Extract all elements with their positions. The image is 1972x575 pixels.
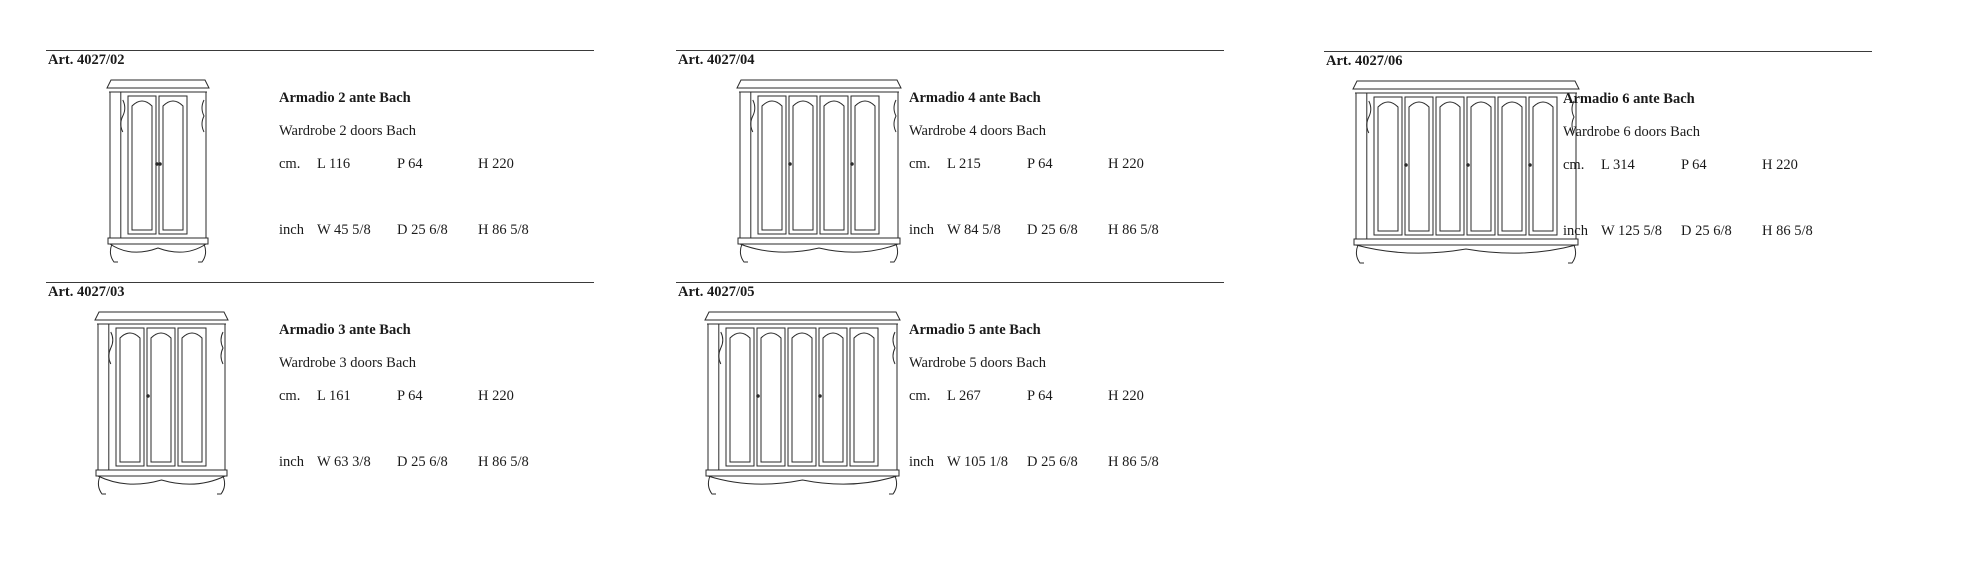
dim-length: L 116 — [317, 156, 351, 172]
door-knob — [789, 163, 792, 166]
product-card-4027-05 — [676, 282, 1224, 507]
unit-label: cm. — [279, 156, 301, 172]
dim-length: L 215 — [947, 156, 981, 172]
unit-label: inch — [909, 222, 934, 238]
wardrobe-drawing-4-doors — [734, 74, 904, 266]
dim-length: L 161 — [317, 388, 351, 404]
crown-moulding — [705, 312, 900, 320]
dim-height: H 86 5/8 — [1762, 223, 1813, 239]
product-name-italian: Armadio 4 ante Bach — [909, 90, 1041, 106]
article-number: Art. 4027/02 — [48, 52, 125, 68]
unit-label: inch — [279, 454, 304, 470]
wardrobe-outline — [705, 312, 900, 494]
side-carving-left — [719, 332, 723, 364]
door-panel — [792, 333, 812, 462]
door-knob — [819, 395, 822, 398]
door-panel — [1502, 102, 1522, 231]
door-panel — [151, 333, 171, 462]
foot-left — [1356, 245, 1364, 263]
dim-depth: D 25 6/8 — [1027, 454, 1078, 470]
wardrobe-outline — [95, 312, 228, 494]
side-carving-left — [751, 100, 755, 132]
product-name-english: Wardrobe 6 doors Bach — [1563, 124, 1700, 140]
article-number: Art. 4027/03 — [48, 284, 125, 300]
base-plinth — [96, 470, 227, 476]
door-panel — [761, 333, 781, 462]
carved-apron — [98, 476, 225, 484]
crown-moulding — [95, 312, 228, 320]
unit-label: inch — [1563, 223, 1588, 239]
wardrobe-outline — [107, 80, 209, 262]
cabinet-body — [708, 324, 897, 470]
dim-height: H 220 — [478, 156, 514, 172]
dim-height: H 86 5/8 — [478, 454, 529, 470]
dim-depth: P 64 — [1681, 157, 1707, 173]
section-rule — [676, 282, 1224, 283]
dim-height: H 220 — [1762, 157, 1798, 173]
product-name-english: Wardrobe 2 doors Bach — [279, 123, 416, 139]
foot-right — [889, 476, 897, 494]
wardrobe-drawing-3-doors — [92, 306, 231, 498]
product-card-4027-03 — [46, 282, 594, 507]
product-card-4027-02 — [46, 50, 594, 275]
dim-height: H 220 — [478, 388, 514, 404]
dim-width: W 105 1/8 — [947, 454, 1008, 470]
side-carving-left — [121, 100, 125, 132]
door-panel — [762, 101, 782, 230]
door-knob — [1405, 164, 1408, 167]
carved-apron — [740, 244, 898, 252]
crown-moulding — [107, 80, 209, 88]
product-name-italian: Armadio 3 ante Bach — [279, 322, 411, 338]
base-plinth — [706, 470, 899, 476]
foot-left — [708, 476, 716, 494]
door-knob — [1467, 164, 1470, 167]
dim-depth: P 64 — [397, 388, 423, 404]
door-panel — [855, 101, 875, 230]
product-name-italian: Armadio 2 ante Bach — [279, 90, 411, 106]
section-rule — [1324, 51, 1872, 52]
dim-depth: P 64 — [1027, 388, 1053, 404]
section-rule — [46, 282, 594, 283]
door-panel — [793, 101, 813, 230]
door-panel — [120, 333, 140, 462]
door-knob — [159, 163, 162, 166]
door-panel — [1409, 102, 1429, 231]
carved-apron — [110, 244, 206, 252]
door-panel — [730, 333, 750, 462]
article-number: Art. 4027/04 — [678, 52, 755, 68]
door-panel — [1378, 102, 1398, 231]
side-carving-right — [221, 332, 223, 364]
base-plinth — [108, 238, 208, 244]
door-knob — [757, 395, 760, 398]
door-panel — [163, 101, 183, 230]
wardrobe-drawing-5-doors — [702, 306, 903, 498]
dim-height: H 220 — [1108, 156, 1144, 172]
dim-height: H 220 — [1108, 388, 1144, 404]
product-name-italian: Armadio 5 ante Bach — [909, 322, 1041, 338]
door-knob — [851, 163, 854, 166]
product-name-english: Wardrobe 4 doors Bach — [909, 123, 1046, 139]
door-panel — [824, 101, 844, 230]
article-number: Art. 4027/06 — [1326, 53, 1403, 69]
unit-label: inch — [279, 222, 304, 238]
cabinet-body — [740, 92, 898, 238]
product-name-italian: Armadio 6 ante Bach — [1563, 91, 1695, 107]
dim-width: W 63 3/8 — [317, 454, 371, 470]
side-carving-left — [1367, 101, 1371, 133]
product-card-4027-06 — [1324, 51, 1872, 276]
dim-width: W 125 5/8 — [1601, 223, 1662, 239]
dim-height: H 86 5/8 — [1108, 454, 1159, 470]
dim-depth: D 25 6/8 — [397, 454, 448, 470]
door-panel — [1471, 102, 1491, 231]
foot-right — [1568, 245, 1576, 263]
dim-length: L 314 — [1601, 157, 1635, 173]
base-plinth — [1354, 239, 1578, 245]
unit-label: inch — [909, 454, 934, 470]
door-panel — [1440, 102, 1460, 231]
wardrobe-outline — [737, 80, 901, 262]
door-knob — [147, 395, 150, 398]
section-rule — [676, 50, 1224, 51]
carved-apron — [1356, 245, 1576, 253]
product-card-4027-04 — [676, 50, 1224, 275]
door-panel — [823, 333, 843, 462]
dim-height: H 86 5/8 — [1108, 222, 1159, 238]
dim-width: W 45 5/8 — [317, 222, 371, 238]
door-panel — [132, 101, 152, 230]
unit-label: cm. — [909, 388, 931, 404]
wardrobe-drawing-6-doors — [1350, 75, 1585, 267]
dim-depth: D 25 6/8 — [1681, 223, 1732, 239]
crown-moulding — [737, 80, 901, 88]
dim-length: L 267 — [947, 388, 981, 404]
section-rule — [46, 50, 594, 51]
crown-moulding — [1353, 81, 1579, 89]
dim-width: W 84 5/8 — [947, 222, 1001, 238]
product-name-english: Wardrobe 3 doors Bach — [279, 355, 416, 371]
wardrobe-drawing-2-doors — [104, 74, 212, 266]
cabinet-body — [1356, 93, 1576, 239]
door-knob — [156, 163, 159, 166]
door-knob — [1529, 164, 1532, 167]
dim-depth: P 64 — [1027, 156, 1053, 172]
door-panel — [1533, 102, 1553, 231]
side-carving-right — [894, 100, 896, 132]
side-carving-right — [893, 332, 895, 364]
dim-depth: D 25 6/8 — [1027, 222, 1078, 238]
dim-depth: P 64 — [397, 156, 423, 172]
carved-apron — [708, 476, 897, 484]
side-carving-right — [202, 100, 204, 132]
unit-label: cm. — [909, 156, 931, 172]
base-plinth — [738, 238, 900, 244]
article-number: Art. 4027/05 — [678, 284, 755, 300]
unit-label: cm. — [279, 388, 301, 404]
wardrobe-outline — [1353, 81, 1579, 263]
dim-height: H 86 5/8 — [478, 222, 529, 238]
dim-depth: D 25 6/8 — [397, 222, 448, 238]
door-panel — [182, 333, 202, 462]
side-carving-left — [109, 332, 113, 364]
unit-label: cm. — [1563, 157, 1585, 173]
product-name-english: Wardrobe 5 doors Bach — [909, 355, 1046, 371]
door-panel — [854, 333, 874, 462]
